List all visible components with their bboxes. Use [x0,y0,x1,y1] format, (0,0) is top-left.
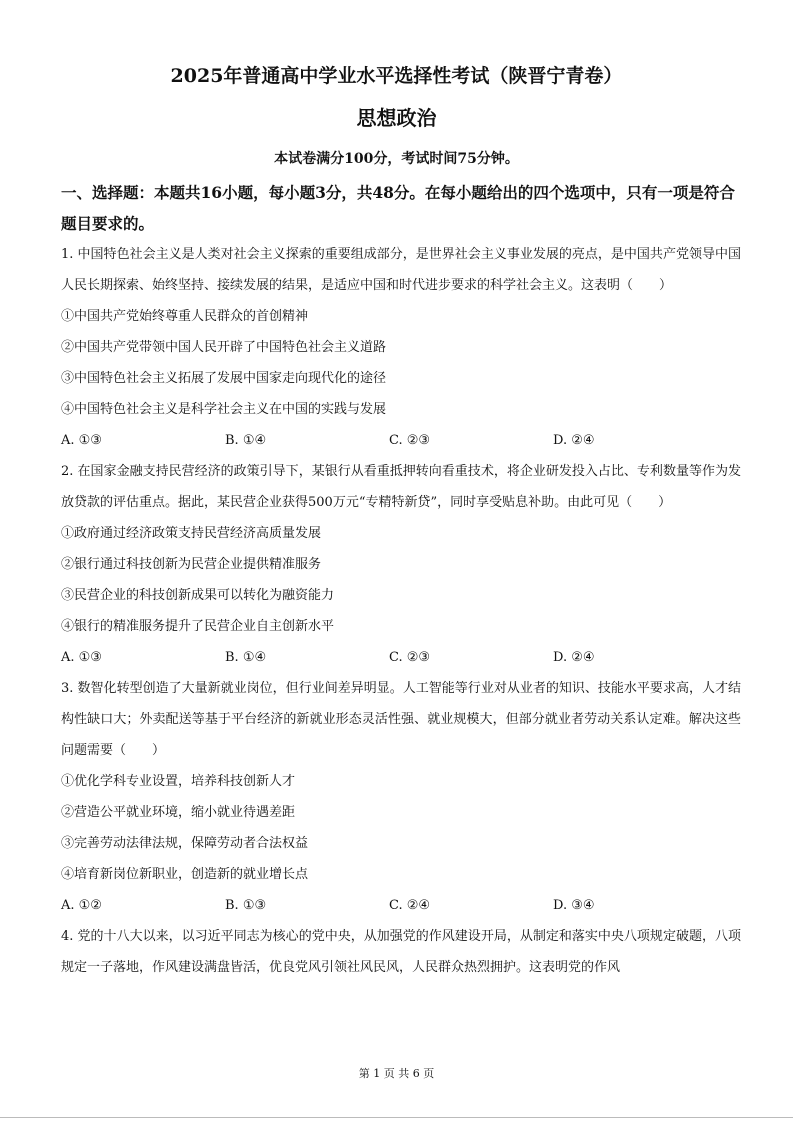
page-number: 第 1 页 共 6 页 [358,1067,435,1080]
choice-c: C. ②③ [389,433,431,448]
choice-d: D. ②④ [553,433,595,448]
choice-b: B. ①③ [225,898,267,913]
answer-choices [61,425,741,456]
choice-b: B. ①④ [225,433,267,448]
choice-b: B. ①④ [225,650,267,665]
question-1 [61,239,741,456]
exam-subject: 思想政治 [356,106,437,130]
statement-item: ④中国特色社会主义是科学社会主义在中国的实践与发展 [61,402,387,417]
question-stem: 3. 数智化转型创造了大量新就业岗位，但行业间差异明显。人工智能等行业对从业者的知识、技能水平要求高，人才结构性缺口大；外卖配送等基于平台经济的新就业形态灵活性强、就业规模大，但部分就业者劳动关系认定难。解决这些问题需要（ ） [61,681,741,758]
choice-d: D. ③④ [553,898,595,913]
choice-a: A. ①③ [61,433,102,448]
answer-choices [61,642,741,673]
exam-meta: 本试卷满分100分，考试时间75分钟。 [274,151,519,167]
page-edge-divider [0,1117,793,1118]
question-stem: 4. 党的十八大以来，以习近平同志为核心的党中央，从加强党的作风建设开局，从制定和落实中央八项规定破题，八项规定一子落地，作风建设满盘皆活，优良党风引领社风民风，人民群众热烈拥护。这表明党的作风 [61,929,741,975]
choice-c: C. ②③ [389,650,431,665]
statement-item: ②银行通过科技创新为民营企业提供精准服务 [61,557,322,572]
statement-item: ③中国特色社会主义拓展了发展中国家走向现代化的途径 [61,371,387,386]
answer-choices [61,890,741,921]
questions-list [61,239,741,983]
statement-item: ②中国共产党带领中国人民开辟了中国特色社会主义道路 [61,340,387,355]
question-stem: 1. 中国特色社会主义是人类对社会主义探索的重要组成部分，是世界社会主义事业发展的亮点，是中国共产党领导中国人民长期探索、始终坚持、接续发展的结果，是适应中国和时代进步要求的科学社会主义。这表明（ ） [61,247,741,293]
question-4 [61,921,741,983]
statement-item: ①政府通过经济政策支持民营经济高质量发展 [61,526,322,541]
choice-a: A. ①③ [61,650,102,665]
statement-item: ④培育新岗位新职业，创造新的就业增长点 [61,867,309,882]
question-stem: 2. 在国家金融支持民营经济的政策引导下，某银行从看重抵押转向看重技术，将企业研发投入占比、专利数量等作为发放贷款的评估重点。据此，某民营企业获得500万元“专精特新贷”，同时享受贴息补助。由此可见（ ） [61,464,741,510]
statement-item: ④银行的精准服务提升了民营企业自主创新水平 [61,619,335,634]
choice-a: A. ①② [61,898,102,913]
statement-item: ②营造公平就业环境，缩小就业待遇差距 [61,805,296,820]
exam-title: 2025年普通高中学业水平选择性考试（陕晋宁青卷） [170,65,623,87]
statement-item: ③民营企业的科技创新成果可以转化为融资能力 [61,588,335,603]
question-3 [61,673,741,921]
statement-item: ①中国共产党始终尊重人民群众的首创精神 [61,309,309,324]
statement-item: ③完善劳动法律法规，保障劳动者合法权益 [61,836,309,851]
choice-c: C. ②④ [389,898,431,913]
section-heading: 一、选择题：本题共16小题，每小题3分，共48分。在每小题给出的四个选项中，只有一项是符合题目要求的。 [61,183,735,233]
statement-item: ①优化学科专业设置，培养科技创新人才 [61,774,296,789]
question-2 [61,456,741,673]
choice-d: D. ②④ [553,650,595,665]
